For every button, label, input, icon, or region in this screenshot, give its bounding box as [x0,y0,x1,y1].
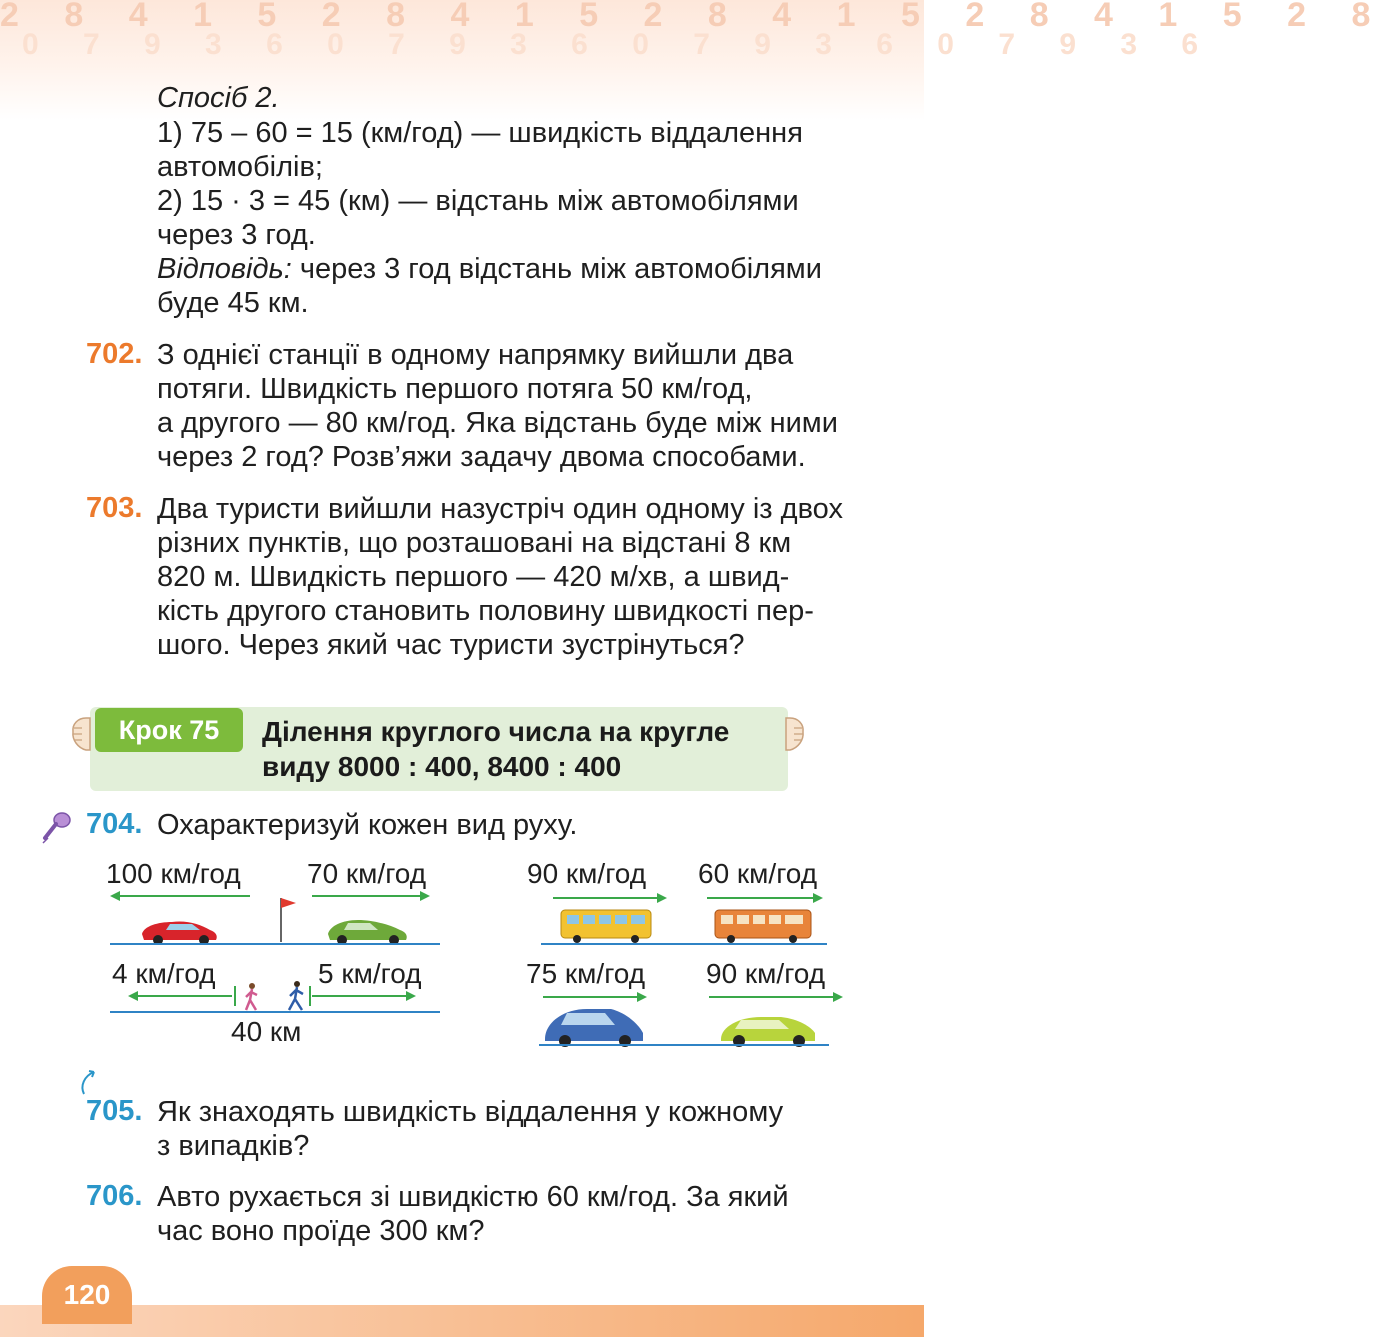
method-line-2: автомобілів; [157,151,323,183]
problem-702-line: через 2 год? Розв’яжи задачу двома способами. [157,441,806,473]
answer-end: буде 45 км. [157,287,309,319]
page-number: 120 [42,1266,132,1324]
problem-703-line: Два туристи вийшли назустріч один одному із двох [157,493,843,525]
problem-703-line: шого. Через який час туристи зустрінуться? [157,629,745,661]
speed-label: 4 км/год [112,958,216,989]
walker-boy-icon [289,981,303,1010]
right-arrow [553,893,667,903]
walker-girl-icon [246,983,257,1010]
footer-band [0,1305,924,1337]
answer-line [157,252,822,286]
step-badge: Крок 75 [95,708,243,752]
problem-703-line: кість другого становить половину швидкості пер- [157,595,814,627]
yellow-bus-icon [561,910,651,943]
lime-car-icon [721,1017,815,1047]
green-car-icon [328,920,407,945]
distance-label: 40 км [231,1016,302,1047]
speed-label: 60 км/год [698,858,818,889]
problem-702-line: потяги. Швидкість першого потяга 50 км/год, [157,373,753,405]
task-number: 705. [86,1095,143,1127]
pointing-hand-icon [786,712,808,756]
buses-diagram [535,890,835,950]
pointing-hand-icon [68,712,90,756]
problem-702-line: З однієї станції в одному напрямку вийшли два [157,339,794,371]
step-title [262,714,729,784]
answer-label: Відповідь: [157,253,292,285]
left-arrow [128,991,232,1001]
justified-line [157,116,850,150]
right-arrow [312,891,430,901]
flag-icon [281,898,296,942]
speed-label: 70 км/год [307,858,427,889]
problem-number: 702. [86,338,143,370]
method-line-1-text: 1) 75 – 60 = 15 (км/год) — швидкість віддалення [157,117,803,149]
cars2-diagram [535,985,850,1050]
speed-label: 5 км/год [318,958,422,989]
method-line-1 [157,116,850,150]
right-arrow [543,992,647,1002]
decorative-digits: 2 8 4 1 5 2 8 4 1 5 2 8 4 1 5 2 8 4 1 5 2 8 0 7 9 3 6 0 7 9 3 6 0 7 9 3 6 0 7 9 3 6 [0,0,1388,61]
right-arrow [709,992,843,1002]
step-title-line-1: Ділення круглого числа на кругле [262,716,730,747]
problem-703-line: різних пунктів, що розташовані на відстані 8 км [157,527,792,559]
orange-bus-icon [715,910,811,943]
speed-label: 100 км/год [106,858,241,889]
task-number: 704. [86,808,143,840]
task-705-line: Як знаходять швидкість віддалення у кожному [157,1096,784,1128]
task-704-text: Охарактеризуй кожен вид руху. [157,809,578,841]
microphone-icon [40,808,74,844]
step-title-line-2: виду 8000 : 400, 8400 : 400 [262,751,622,782]
speed-label: 90 км/год [527,858,647,889]
task-706-line: Авто рухається зі швидкістю 60 км/год. За який [157,1181,789,1213]
speed-label: 75 км/год [526,958,646,989]
left-arrow [110,891,250,901]
task-number: 706. [86,1180,143,1212]
method-line-4: через 3 год. [157,219,316,251]
cars-diagram [100,890,450,950]
task-705-line: з випадків? [157,1130,310,1162]
blue-car-icon [545,1009,643,1047]
header-decoration [0,0,1388,120]
answer-text: через 3 год відстань між автомобілями [291,253,822,285]
problem-703-line: 820 м. Швидкість першого — 420 м/хв, а швид- [157,561,790,593]
problem-number: 703. [86,492,143,524]
walkers-diagram [100,980,450,1020]
problem-702-line: а другого — 80 км/год. Яка відстань буде між ними [157,407,838,439]
speed-label: 90 км/год [706,958,826,989]
method-line-3: 2) 15 · 3 = 45 (км) — відстань між автомобілями [157,185,799,217]
method-heading: Спосіб 2. [157,82,280,114]
task-706-line: час воно проїде 300 км? [157,1215,485,1247]
right-arrow [312,991,416,1001]
swirl-icon [78,1066,100,1096]
right-arrow [707,893,823,903]
red-car-icon [142,921,217,945]
